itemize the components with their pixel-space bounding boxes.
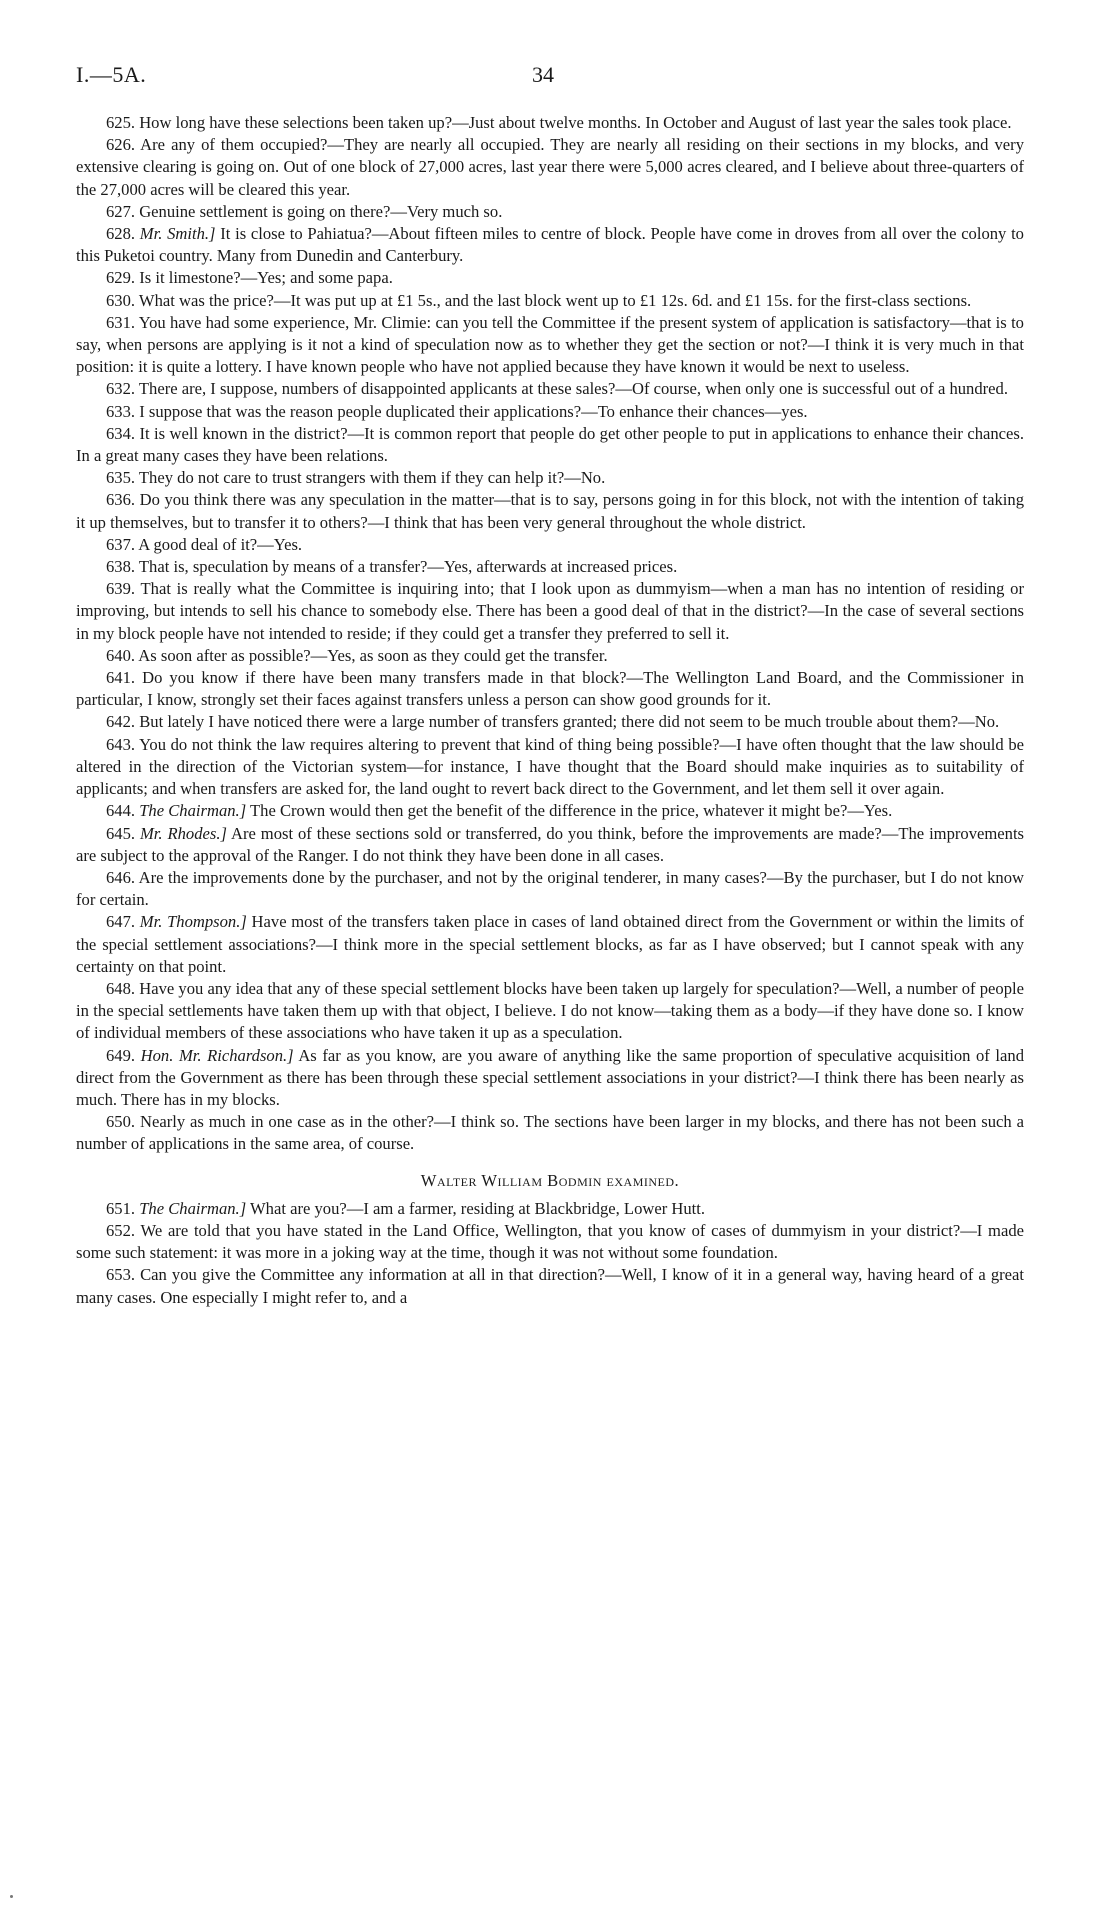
question-paragraph bbox=[76, 467, 1024, 489]
question-paragraph bbox=[76, 978, 1024, 1045]
question-number: 653. bbox=[106, 1265, 136, 1285]
question-answer-text: How long have these selections been taken up?—Just about twelve months. In October and August of last year the sales took place. bbox=[139, 113, 1012, 132]
question-answer-text: They do not care to trust strangers with them if they can help it?—No. bbox=[138, 468, 606, 488]
question-number: 636. bbox=[106, 490, 136, 510]
question-paragraph bbox=[76, 556, 1024, 578]
speaker-name: Mr. Smith.] bbox=[139, 224, 216, 244]
question-number: 642. bbox=[106, 712, 136, 732]
question-answer-text: It is well known in the district?—It is common report that people do get other people to put in applications to enhance their chances. In a great many cases they have been relations. bbox=[76, 423, 1024, 466]
question-number: 652. bbox=[106, 1220, 136, 1240]
question-answer-text: I suppose that was the reason people duplicated their applications?—To enhance their chances—yes. bbox=[139, 401, 808, 421]
question-answer-text: It is close to Pahiatua?—About fifteen miles to centre of block. People have come in droves from all over the colony to this Puketoi country. Many from Dunedin and Canterbury. bbox=[76, 224, 1024, 266]
document-body bbox=[76, 112, 1024, 1309]
question-number: 631. bbox=[106, 312, 136, 332]
question-paragraph bbox=[76, 800, 1024, 822]
question-number: 628. bbox=[106, 224, 136, 244]
question-answer-text: Do you think there was any speculation in the matter—that is to say, persons going in for this block, not with the intention of taking it up themselves, but to transfer it to others?—I think that has been very general throughout the whole district. bbox=[76, 490, 1024, 532]
evidence-paragraphs-continued bbox=[76, 1198, 1024, 1309]
question-paragraph bbox=[76, 1264, 1024, 1308]
section-heading: Walter William Bodmin examined. bbox=[420, 1170, 680, 1190]
question-paragraph bbox=[76, 534, 1024, 556]
question-number: 643. bbox=[106, 734, 136, 754]
question-answer-text: The Crown would then get the benefit of the difference in the price, whatever it might be?—Yes. bbox=[250, 801, 893, 821]
question-paragraph bbox=[76, 201, 1024, 223]
page-number: 34 bbox=[532, 62, 554, 87]
question-answer-text: Genuine settlement is going on there?—Very much so. bbox=[139, 201, 503, 221]
question-paragraph bbox=[76, 823, 1024, 867]
question-number: 635. bbox=[106, 468, 136, 488]
question-number: 649. bbox=[106, 1045, 136, 1065]
page-header bbox=[76, 62, 1038, 92]
question-answer-text: Is it limestone?—Yes; and some papa. bbox=[139, 268, 393, 288]
question-number: 639. bbox=[106, 579, 136, 599]
question-paragraph bbox=[76, 312, 1024, 379]
question-paragraph bbox=[76, 1198, 1024, 1220]
speaker-name: Mr. Rhodes.] bbox=[139, 823, 227, 843]
question-paragraph bbox=[76, 378, 1024, 400]
question-paragraph bbox=[76, 267, 1024, 289]
question-answer-text: Nearly as much in one case as in the other?—I think so. The sections have been larger in my blocks, and there has not been such a number of applications in the same area, of course. bbox=[76, 1112, 1025, 1154]
question-number: 634. bbox=[106, 423, 136, 443]
question-number: 633. bbox=[106, 401, 136, 421]
question-answer-text: We are told that you have stated in the Land Office, Wellington, that you know of cases of dummyism in your district?—I made some such statement: it was more in a joking way at the time, though it was not without some foundation. bbox=[76, 1220, 1024, 1263]
question-paragraph bbox=[76, 134, 1024, 201]
question-paragraph bbox=[76, 578, 1024, 645]
speaker-name: The Chairman.] bbox=[139, 1198, 247, 1218]
evidence-paragraphs bbox=[76, 112, 1024, 1156]
question-number: 648. bbox=[106, 978, 136, 998]
question-paragraph bbox=[76, 1045, 1024, 1112]
question-paragraph bbox=[76, 290, 1024, 312]
question-number: 644. bbox=[106, 801, 136, 821]
question-number: 627. bbox=[106, 201, 136, 221]
question-answer-text: That is, speculation by means of a transfer?—Yes, afterwards at increased prices. bbox=[138, 557, 678, 577]
question-paragraph bbox=[76, 489, 1024, 533]
question-paragraph bbox=[76, 911, 1024, 978]
question-paragraph bbox=[76, 645, 1024, 667]
question-answer-text: But lately I have noticed there were a large number of transfers granted; there did not seem to be much trouble about them?—No. bbox=[139, 712, 1000, 732]
question-number: 647. bbox=[106, 912, 136, 932]
question-answer-text: There are, I suppose, numbers of disappointed applicants at these sales?—Of course, when only one is successful out of a hundred. bbox=[138, 379, 1008, 399]
question-number: 651. bbox=[106, 1198, 136, 1218]
question-answer-text: Are most of these sections sold or transferred, do you think, before the improvements are made?—The improvements are subject to the approval of the Ranger. I do not think they have been done in all cases. bbox=[76, 823, 1025, 865]
question-number: 638. bbox=[106, 557, 136, 577]
question-answer-text: As far as you know, are you aware of anything like the same proportion of speculative acquisition of land direct from the Government as there has been through these special settlement associations in your district?—I think there has been nearly as much. There has in my blocks. bbox=[76, 1045, 1024, 1109]
speaker-name: Hon. Mr. Richardson.] bbox=[140, 1045, 294, 1065]
document-reference: I.—5A. bbox=[76, 62, 147, 87]
question-paragraph bbox=[76, 1111, 1024, 1155]
question-answer-text: Have you any idea that any of these special settlement blocks have been taken up largely for speculation?—Well, a number of people in the special settlements have taken them up with that object, I believe. I do not know—taking them as a body—if they have done so. I know of individual members of these associations who have taken it up as a speculation. bbox=[76, 978, 1024, 1043]
question-paragraph bbox=[76, 667, 1024, 711]
question-number: 626. bbox=[106, 135, 136, 155]
question-number: 632. bbox=[106, 379, 136, 399]
question-number: 629. bbox=[106, 268, 136, 288]
question-number: 625. bbox=[106, 113, 136, 132]
speaker-name: Mr. Thompson.] bbox=[139, 912, 247, 932]
question-number: 637. bbox=[106, 534, 136, 554]
question-paragraph bbox=[76, 223, 1024, 267]
question-answer-text: You have had some experience, Mr. Climie: can you tell the Committee if the present system of application is satisfactory—that is to say, when persons are applying is it not a kind of speculation now as to whether they get the section or not?—I think it is very much in that position: it is quite a lottery. I have known people who have not applied because they have known it would be next to useless. bbox=[76, 312, 1024, 377]
question-answer-text: Do you know if there have been many transfers made in that block?—The Wellington Land Board, and the Commissioner in particular, I know, strongly set their faces against transfers unless a person can show good grounds for it. bbox=[76, 668, 1024, 710]
question-answer-text: You do not think the law requires altering to prevent that kind of thing being possible?—I have often thought that the law should be altered in the direction of the Victorian system—for instance, I have thought that the Board should make inquiries as to suitability of applicants; and when transfers are asked for, the land ought to revert back direct to the Government, and let them sell it over again. bbox=[76, 734, 1024, 799]
question-answer-text: What was the price?—It was put up at £1 5s., and the last block went up to £1 12s. 6d. and £1 15s. for the first-class sections. bbox=[138, 290, 972, 310]
question-answer-text: Can you give the Committee any information at all in that direction?—Well, I know of it in a general way, having heard of a great many cases. One especially I might refer to, and a bbox=[76, 1265, 1024, 1307]
question-paragraph bbox=[76, 734, 1024, 801]
question-number: 630. bbox=[106, 290, 136, 310]
question-number: 641. bbox=[106, 668, 136, 688]
question-number: 650. bbox=[106, 1112, 136, 1132]
question-answer-text: What are you?—I am a farmer, residing at Blackbridge, Lower Hutt. bbox=[250, 1198, 706, 1218]
question-paragraph bbox=[76, 1220, 1024, 1264]
question-answer-text: Are the improvements done by the purchaser, and not by the original tenderer, in many cases?—By the purchaser, but I do not know for certain. bbox=[76, 867, 1025, 910]
question-paragraph bbox=[76, 867, 1024, 911]
question-answer-text: A good deal of it?—Yes. bbox=[138, 534, 303, 554]
question-paragraph bbox=[76, 711, 1024, 733]
question-paragraph bbox=[76, 423, 1024, 467]
question-paragraph bbox=[76, 112, 1024, 134]
question-answer-text: As soon after as possible?—Yes, as soon as they could get the transfer. bbox=[138, 645, 608, 665]
question-answer-text: That is really what the Committee is inquiring into; that I look upon as dummyism—when a man has no intention of residing or improving, but intends to sell his chance to somebody else. There has been a good deal of that in the district?—In the case of several sections in my block people have not intended to reside; if they could get a transfer they preferred to sell it. bbox=[76, 579, 1024, 643]
question-answer-text: Are any of them occupied?—They are nearly all occupied. They are nearly all residing on their sections in my blocks, and very extensive clearing is going on. Out of one block of 27,000 acres, last year there were 5,000 acres cleared, and I believe about three-quarters of the 27,000 acres will be cleared this year. bbox=[76, 135, 1024, 199]
question-answer-text: Have most of the transfers taken place in cases of land obtained direct from the Government or within the limits of the special settlement associations?—I think more in the special settlement blocks, as far as I have observed; but I cannot speak with any certainty on that point. bbox=[76, 912, 1024, 976]
speaker-name: The Chairman.] bbox=[139, 801, 247, 821]
question-number: 645. bbox=[106, 823, 136, 843]
question-number: 646. bbox=[106, 867, 136, 887]
scan-speck bbox=[10, 1895, 13, 1898]
question-number: 640. bbox=[106, 645, 136, 665]
question-paragraph bbox=[76, 401, 1024, 423]
